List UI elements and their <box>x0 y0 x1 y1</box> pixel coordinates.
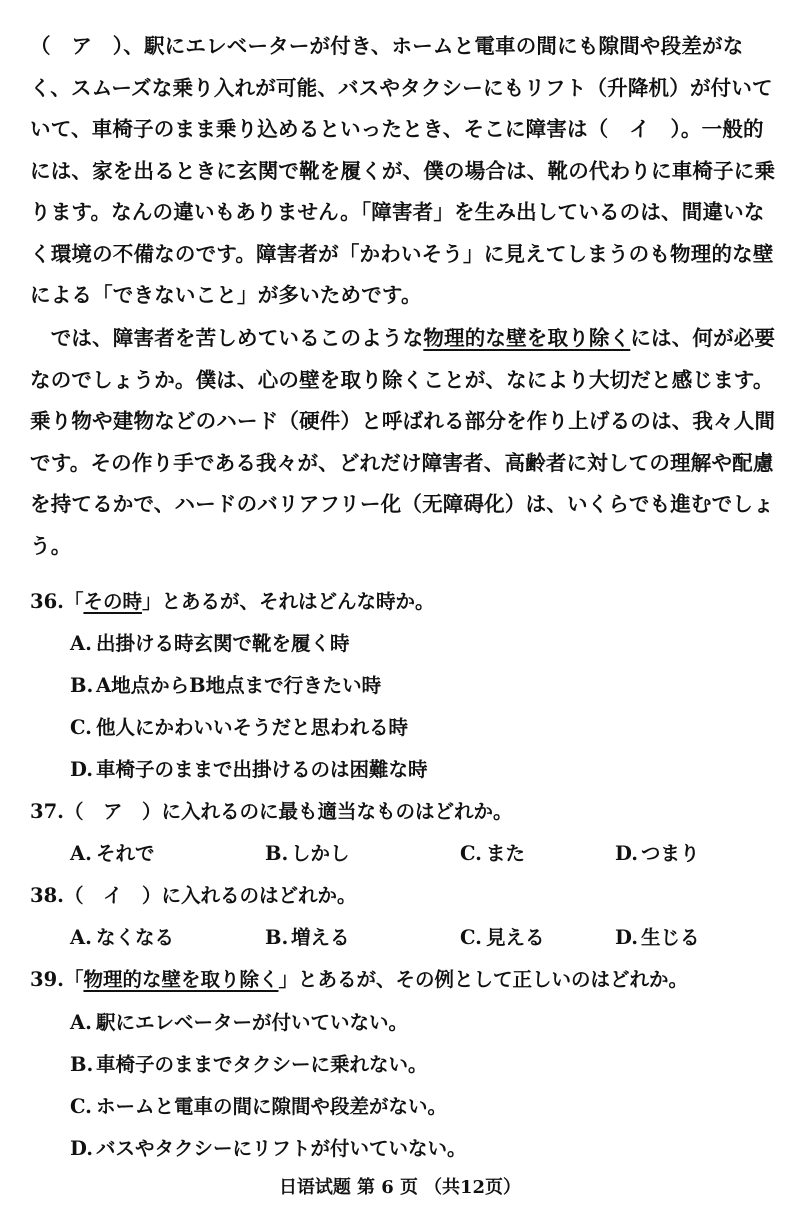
passage-paragraph-2-before: では、障害者を苦しめているこのような <box>30 326 424 350</box>
question-36-option-b: B. A地点からB地点まで行きたい時 <box>70 674 382 697</box>
question-39-option-d: D. バスやタクシーにリフトが付いていない。 <box>70 1137 467 1160</box>
question-36-stem: 36.「その時」とあるが、それはどんな時か。 <box>30 590 435 613</box>
passage-underlined-phrase: 物理的な壁を取り除く <box>423 326 631 350</box>
question-37-option-a: A. それで <box>70 842 155 865</box>
question-38-option-d: D. 生じる <box>615 926 700 949</box>
question-38-option-a: A. なくなる <box>70 926 175 949</box>
question-38-option-c: C. 見える <box>460 926 545 949</box>
footer-page-number: 第 6 页 <box>356 1177 418 1198</box>
question-38-option-b: B. 増える <box>265 926 350 949</box>
question-36-option-c: C. 他人にかわいいそうだと思われる時 <box>70 716 409 739</box>
question-underlined-phrase: その時 <box>83 590 142 613</box>
question-39-option-c: C. ホームと電車の間に隙間や段差がない。 <box>70 1095 448 1118</box>
page-footer <box>0 1176 800 1200</box>
question-37-stem: 37.（ ア ）に入れるのに最も適当なものはどれか。 <box>30 800 513 823</box>
question-39-option-b: B. 車椅子のままでタクシーに乗れない。 <box>70 1053 428 1076</box>
passage-paragraph-1-text: （ ア ）、駅にエレベーターが付き、ホームと電車の間にも隙間や段差がなく、スムーズな乗り入れが可能、バスやタクシーにもリフト（升降机）が付いていて、車椅子のまま乗り込めるといったとき、そこに障害は（ イ ）。一般的には、家を出るときに玄関で靴を履くが、僕の場合は、靴の代わりに車椅子に乗ります。なんの違いもありません。「障害者」を生み出しているのは、間違いなく環境の不備なのです。障害者が「かわいそう」に見えてしまうのも物理的な壁による「できないこと」が多いためです。 <box>30 34 776 307</box>
question-37-option-c: C. また <box>460 842 526 865</box>
passage-paragraph-2-after: には、何が必要なのでしょうか。僕は、心の壁を取り除くことが、なにより大切だと感じます。乗り物や建物などのハード（硬件）と呼ばれる部分を作り上げるのは、我々人間です。その作り手である我々が、どれだけ障害者、高齢者に対しての理解や配慮を持てるかで、ハードのバリアフリー化（无障碍化）は、いくらでも進むでしょう。 <box>30 326 776 558</box>
question-number: 39. <box>30 968 64 991</box>
passage-paragraph-1 <box>30 26 776 317</box>
question-number: 37. <box>30 800 64 823</box>
question-number: 36. <box>30 590 64 613</box>
question-36-option-d: D. 車椅子のままで出掛けるのは困難な時 <box>70 758 428 781</box>
question-37-option-b: B. しかし <box>265 842 350 865</box>
question-37-option-d: D. つまり <box>615 842 700 865</box>
passage-paragraph-2 <box>30 318 776 567</box>
footer-total-pages: （共12页） <box>424 1177 522 1198</box>
question-36-option-a: A. 出掛ける時玄関で靴を履く時 <box>70 632 350 655</box>
footer-subject: 日语试题 <box>278 1177 351 1198</box>
question-39-stem: 39.「物理的な壁を取り除く」とあるが、その例として正しいのはどれか。 <box>30 968 688 991</box>
question-number: 38. <box>30 884 64 907</box>
question-underlined-phrase: 物理的な壁を取り除く <box>83 968 279 991</box>
question-38-stem: 38.（ イ ）に入れるのはどれか。 <box>30 884 357 907</box>
question-39-option-a: A. 駅にエレベーターが付いていない。 <box>70 1011 409 1034</box>
